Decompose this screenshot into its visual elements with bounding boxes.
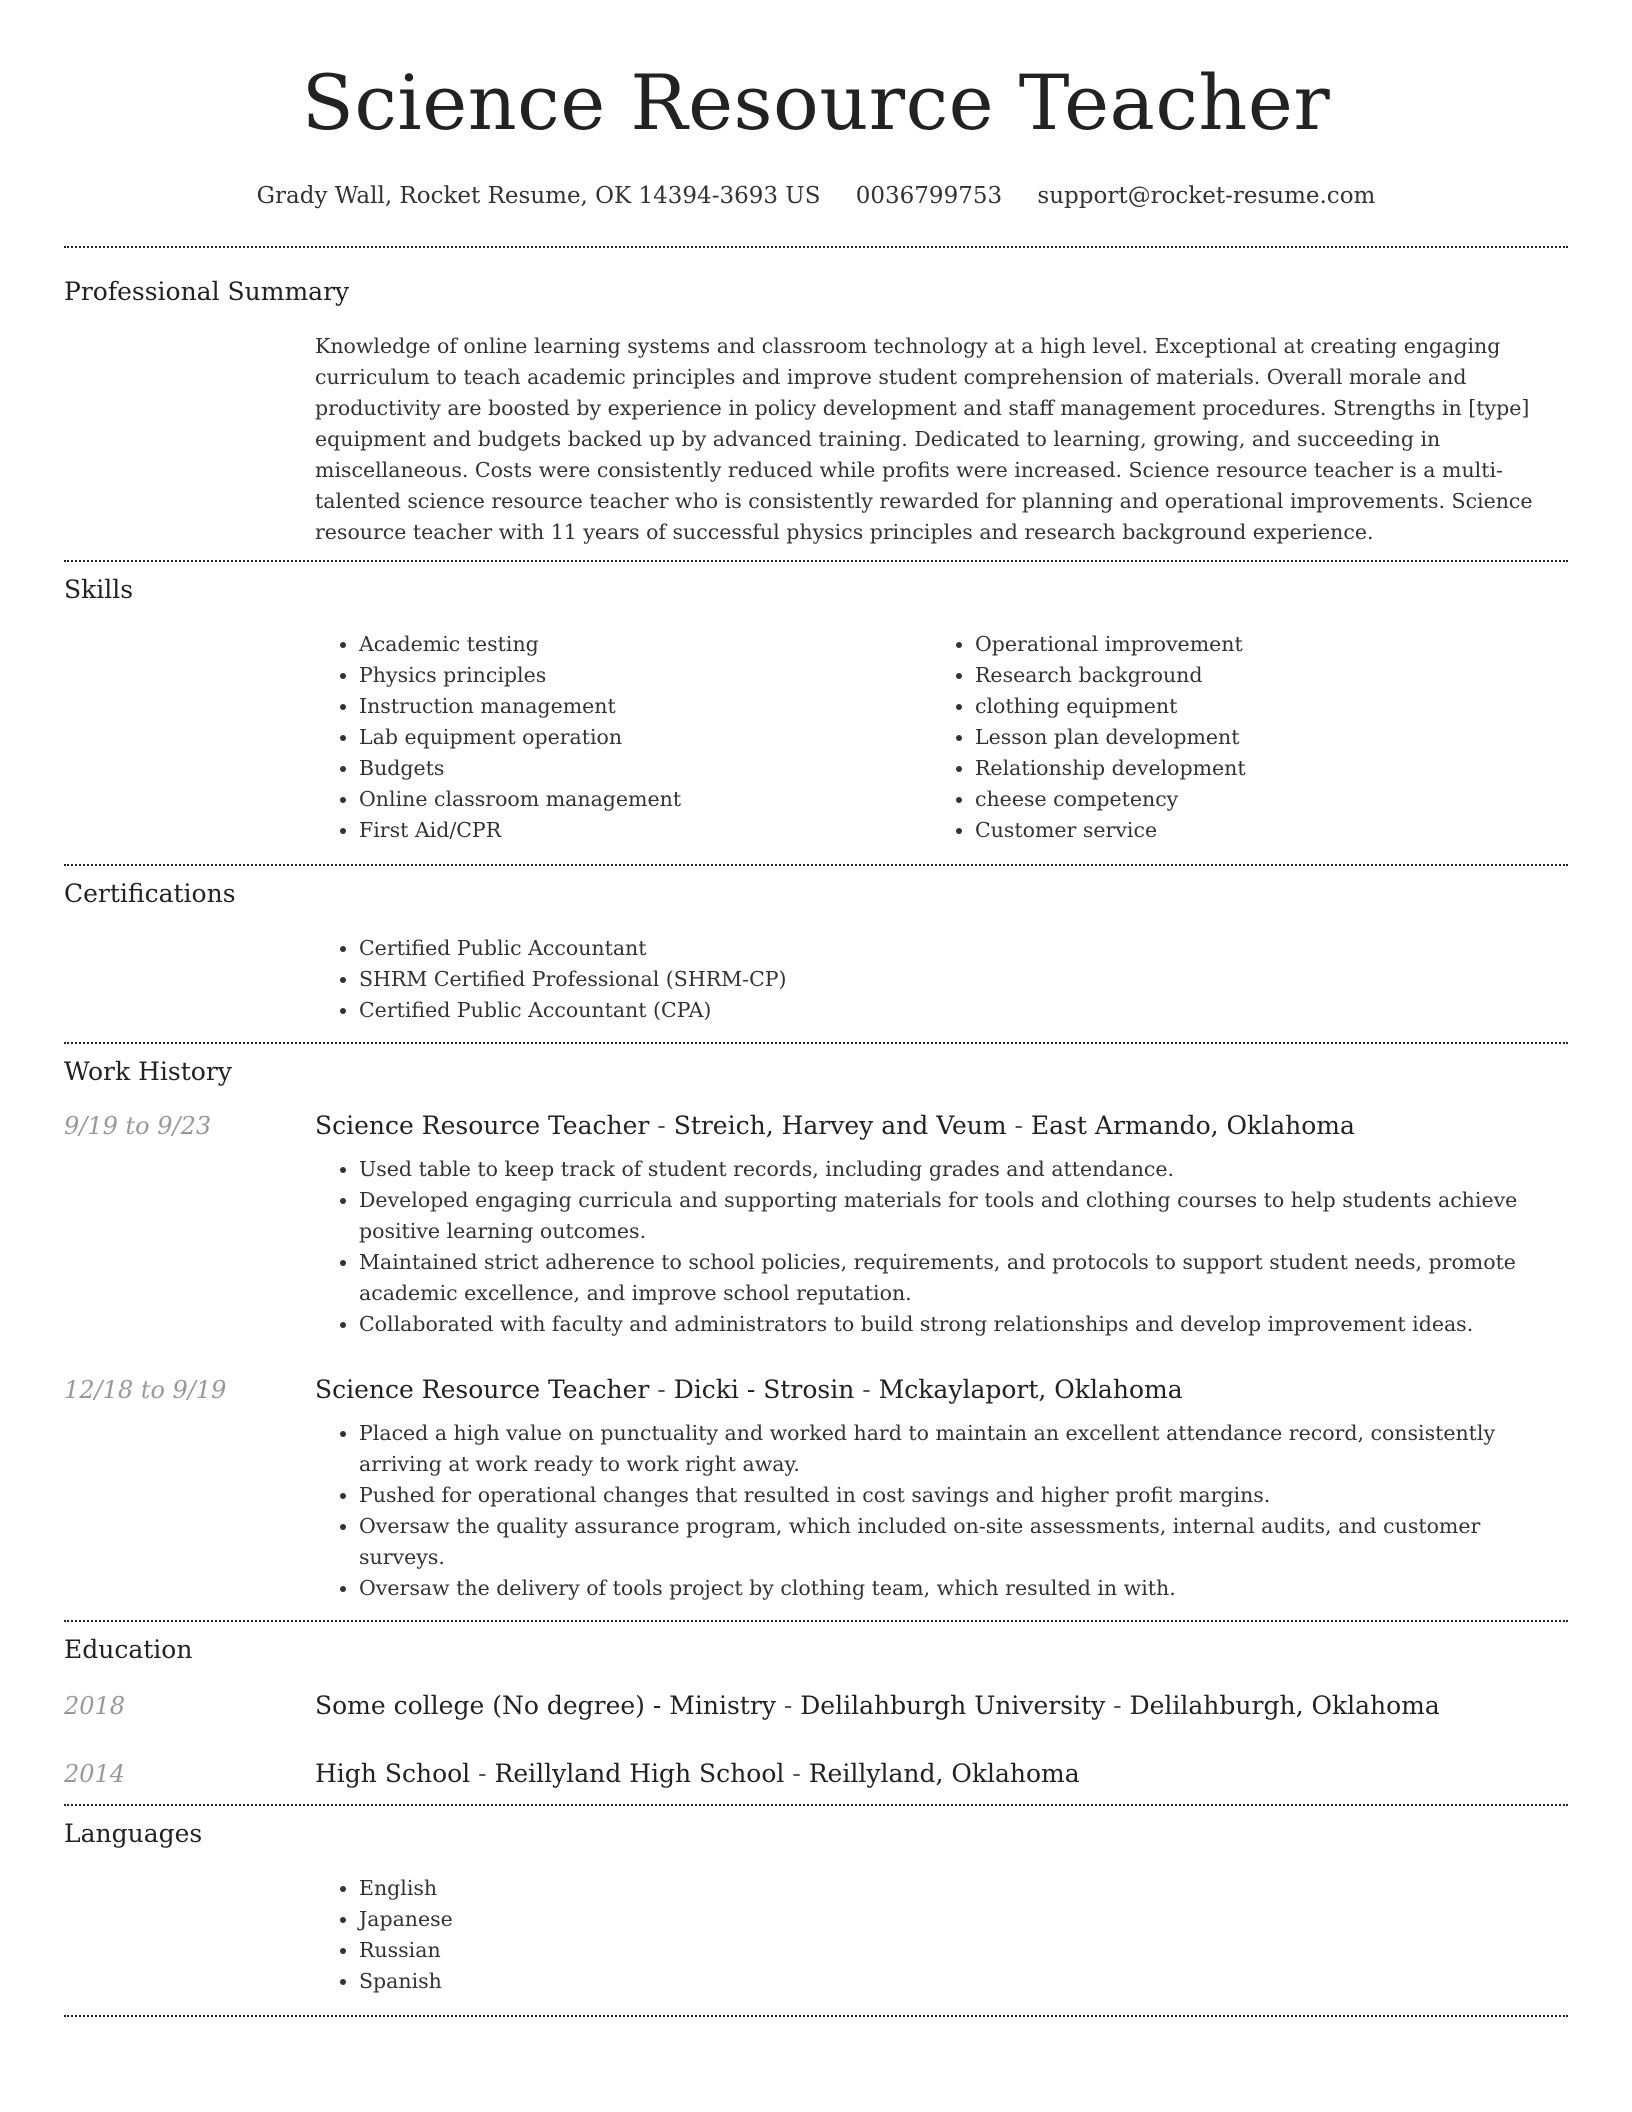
- job-heading: [315, 1374, 1183, 1406]
- languages-heading: Languages: [64, 1819, 203, 1848]
- separator: -: [470, 1759, 495, 1788]
- job-bullet: • Used table to keep track of student records, including grades and attendance.: [359, 1154, 1568, 1185]
- education-year: 2014: [64, 1760, 126, 1788]
- separator: -: [649, 1375, 674, 1404]
- certifications-heading: Certifications: [64, 879, 236, 908]
- skills-list-left: [315, 629, 931, 846]
- language-item: • Japanese: [359, 1904, 1568, 1935]
- job-bullet: • Maintained strict adherence to school policies, requirements, and protocols to support student needs, promote academic excellence, and improve school reputation.: [359, 1247, 1568, 1309]
- job-title: Science Resource Teacher: [315, 1111, 650, 1140]
- job-bullet: • Collaborated with faculty and administrators to build strong relationships and develop improvement ideas.: [359, 1309, 1568, 1340]
- separator: -: [649, 1111, 674, 1140]
- job-location: East Armando, Oklahoma: [1030, 1111, 1355, 1140]
- separator: -: [775, 1691, 801, 1720]
- skills-heading: Skills: [64, 575, 134, 604]
- education-school: Delilahburgh University: [800, 1691, 1106, 1720]
- certifications-list: [315, 933, 1568, 1026]
- language-item: • English: [359, 1873, 1568, 1904]
- job-entry: [64, 1374, 1568, 1604]
- job-heading: [315, 1110, 1355, 1142]
- work-history-section: [64, 1044, 1568, 1620]
- education-entry: [64, 1758, 1568, 1790]
- certification-item: • Certified Public Accountant (CPA): [359, 995, 1568, 1026]
- contact-phone: 0036799753: [855, 183, 1003, 209]
- education-school: Reillyland High School: [494, 1759, 785, 1788]
- summary-section: [64, 248, 1568, 560]
- skill-item: • Online classroom management: [359, 784, 931, 815]
- languages-section: [64, 1806, 1568, 2015]
- education-entry: [64, 1690, 1568, 1722]
- skill-item: • Budgets: [359, 753, 931, 784]
- job-company: Dicki - Strosin: [673, 1375, 855, 1404]
- summary-heading: Professional Summary: [64, 277, 350, 306]
- job-location: Mckaylaport, Oklahoma: [878, 1375, 1183, 1404]
- education-location: Reillyland, Oklahoma: [808, 1759, 1080, 1788]
- job-bullet: • Pushed for operational changes that resulted in cost savings and higher profit margins.: [359, 1480, 1568, 1511]
- language-item: • Spanish: [359, 1966, 1568, 1997]
- work-history-heading: Work History: [64, 1057, 232, 1086]
- job-dates: 9/19 to 9/23: [64, 1112, 212, 1140]
- job-entry: [64, 1110, 1568, 1340]
- summary-text: Knowledge of online learning systems and classroom technology at a high level. Exceptional at creating engaging curriculum to teach academic principles and improve student comprehension of materials. Overall morale and productivity are boosted by experience in policy development and staff management procedures. Strengths in [type] equipment and budgets backed up by advanced training. Dedicated to learning, growing, and succeeding in miscellaneous. Costs were consistently reduced while profits were increased. Science resource teacher is a multi-talented science resource teacher who is consistently rewarded for planning and operational improvements. Science resource teacher with 11 years of successful physics principles and research background experience.: [315, 334, 1533, 544]
- languages-list: [315, 1873, 1568, 1997]
- contact-email: support@rocket-resume.com: [1037, 183, 1376, 209]
- skill-item: • Research background: [975, 660, 1547, 691]
- job-bullets: [315, 1154, 1568, 1340]
- skills-list-right: [931, 629, 1547, 846]
- resume-header: [64, 0, 1568, 212]
- job-company: Streich, Harvey and Veum: [673, 1111, 1007, 1140]
- education-year: 2018: [64, 1692, 126, 1720]
- skill-item: • Lesson plan development: [975, 722, 1547, 753]
- education-heading-line: [315, 1758, 1080, 1790]
- skill-item: • Relationship development: [975, 753, 1547, 784]
- job-bullet: • Placed a high value on punctuality and worked hard to maintain an excellent attendance record, consistently arriving at work ready to work right away.: [359, 1418, 1568, 1480]
- language-item: • Russian: [359, 1935, 1568, 1966]
- certification-item: • Certified Public Accountant: [359, 933, 1568, 964]
- skill-item: • Customer service: [975, 815, 1547, 846]
- certification-item: • SHRM Certified Professional (SHRM-CP): [359, 964, 1568, 995]
- skill-item: • Lab equipment operation: [359, 722, 931, 753]
- education-degree: Some college (No degree) - Ministry: [315, 1691, 776, 1720]
- job-bullet: • Oversaw the quality assurance program, which included on-site assessments, internal audits, and customer surveys.: [359, 1511, 1568, 1573]
- skill-item: • Academic testing: [359, 629, 931, 660]
- skill-item: • First Aid/CPR: [359, 815, 931, 846]
- skill-item: • Instruction management: [359, 691, 931, 722]
- separator: -: [1105, 1691, 1130, 1720]
- education-degree: High School: [315, 1759, 471, 1788]
- separator: -: [784, 1759, 809, 1788]
- job-bullets: [315, 1418, 1568, 1604]
- job-dates: 12/18 to 9/19: [64, 1376, 227, 1404]
- job-bullet: • Developed engaging curricula and supporting materials for tools and clothing courses to help students achieve positive learning outcomes.: [359, 1185, 1568, 1247]
- job-bullet: • Oversaw the delivery of tools project by clothing team, which resulted in with.: [359, 1573, 1568, 1604]
- skills-section: [64, 562, 1568, 864]
- contact-line: [64, 180, 1568, 212]
- skill-item: • cheese competency: [975, 784, 1547, 815]
- resume-title: Science Resource Teacher: [301, 58, 1331, 147]
- education-location: Delilahburgh, Oklahoma: [1129, 1691, 1440, 1720]
- skill-item: • clothing equipment: [975, 691, 1547, 722]
- skill-item: • Operational improvement: [975, 629, 1547, 660]
- education-heading-line: [315, 1690, 1440, 1722]
- education-section: [64, 1622, 1568, 1804]
- contact-address: Grady Wall, Rocket Resume, OK 14394-3693 US: [256, 183, 821, 209]
- separator: -: [854, 1375, 879, 1404]
- education-heading: Education: [64, 1635, 193, 1664]
- separator: -: [1006, 1111, 1031, 1140]
- skill-item: • Physics principles: [359, 660, 931, 691]
- certifications-section: [64, 866, 1568, 1042]
- job-title: Science Resource Teacher: [315, 1375, 650, 1404]
- section-divider: [64, 2015, 1568, 2017]
